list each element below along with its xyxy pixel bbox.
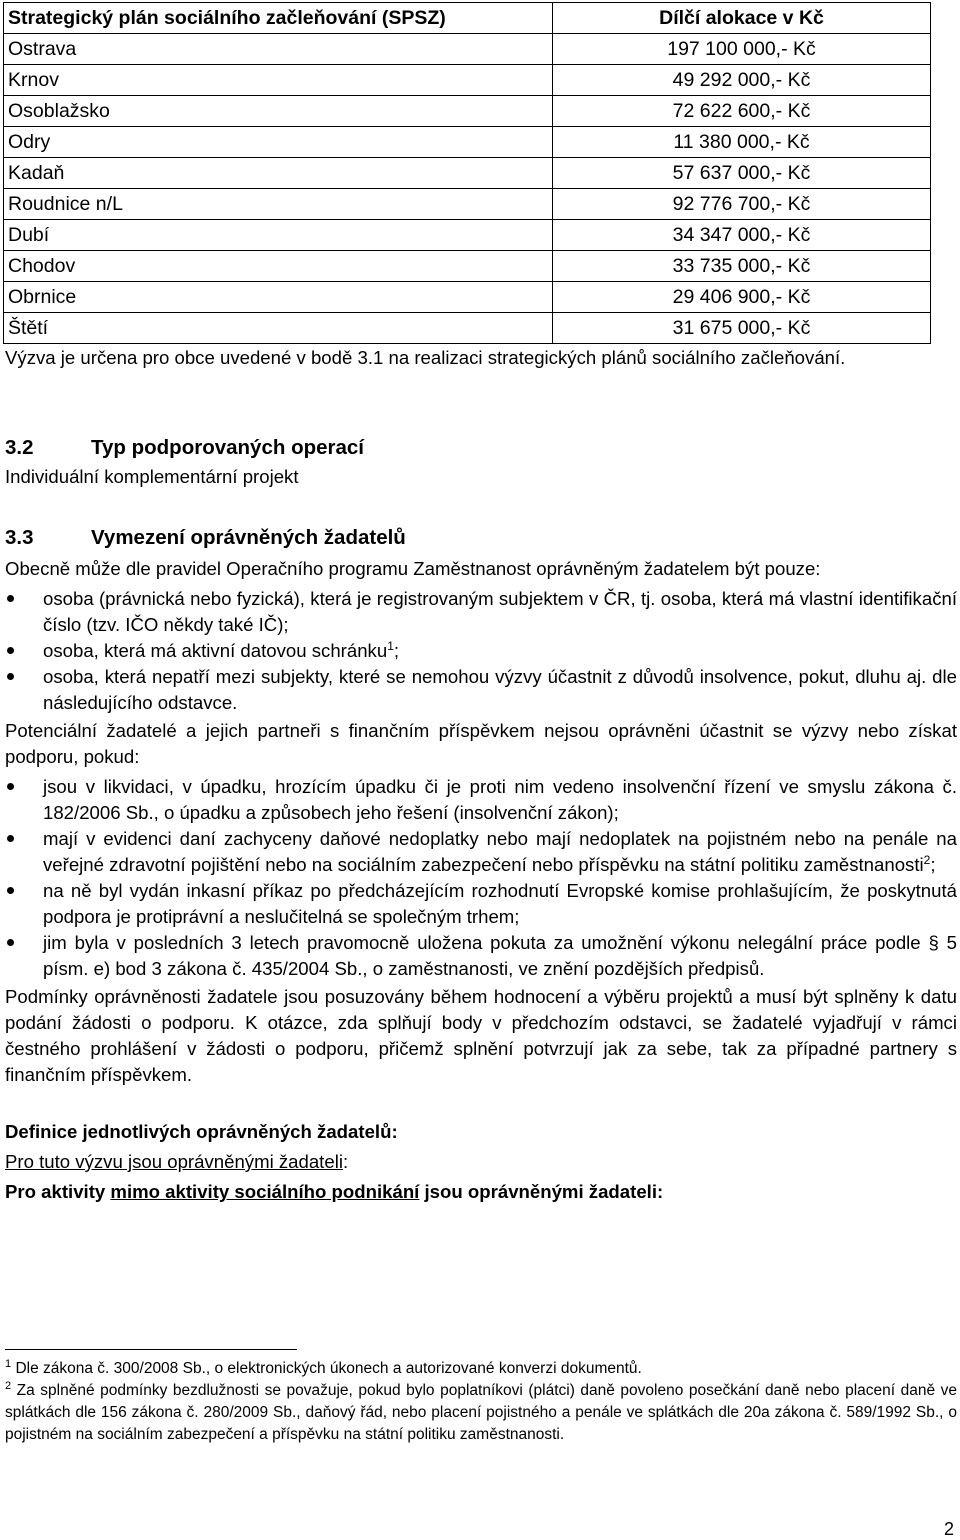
section-title: Vymezení oprávněných žadatelů [91,526,406,549]
list-item-text: osoba, která má aktivní datovou schránku [43,640,388,661]
table-row [4,158,931,189]
table-row [4,220,931,251]
header-spsz: Strategický plán sociálního začleňování (SPSZ) [4,3,553,34]
table-row [4,34,931,65]
table-row [4,313,931,344]
bullet-icon [7,595,14,602]
row-amount: 49 292 000,- Kč [553,65,931,96]
bullet-icon [7,939,14,946]
activities-line-underlined: mimo aktivity sociálního podnikání [110,1181,420,1202]
row-amount: 11 380 000,- Kč [553,127,931,158]
row-name: Obrnice [4,282,553,313]
section-number: 3.2 [5,436,34,459]
definitions-heading: Definice jednotlivých oprávněných žadatelů: [5,1121,398,1142]
list-item [5,586,957,638]
section-3-2-heading [5,434,957,462]
footnote-mark: 2 [5,1379,12,1392]
row-name: Ostrava [4,34,553,65]
list-item [5,774,957,826]
header-allocation: Dílčí alokace v Kč [553,3,931,34]
activities-line-after: jsou oprávněnými žadateli: [419,1181,664,1202]
row-amount: 197 100 000,- Kč [553,34,931,65]
section-number: 3.3 [5,526,34,549]
row-name: Dubí [4,220,553,251]
row-name: Roudnice n/L [4,189,553,220]
table-row [4,127,931,158]
footnote-text: Dle zákona č. 300/2008 Sb., o elektronických úkonech a autorizované konverzi dokumentů. [15,1360,642,1377]
bullet-icon [7,673,14,680]
section-3-2 [5,434,957,490]
bullet-icon [7,647,14,654]
allocation-table-header [4,3,931,34]
list-item-text: osoba, která nepatří mezi subjekty, které se nemohou výzvy účastnit z důvodů insolvence, pokut, dluhu aj. dle následujícího odstavce. [43,666,957,713]
list-item [5,826,957,878]
row-name: Kadaň [4,158,553,189]
footnote-text: Za splněné podmínky bezdlužnosti se považuje, pokud bylo poplatníkovi (plátci) daně povoleno posečkání daně nebo placení daně ve splátkách dle 156 zákona č. 280/2009 Sb., daňový řád, nebo placení pojistného a penále ve splátkách dle 20a zákona č. 589/1992 Sb., o pojistném na sociálním zabezpečení a příspěvku na státní politiku zaměstnanosti. [5,1382,957,1443]
section-3-3-heading [5,524,957,552]
eligible-line-text: Pro tuto výzvu jsou oprávněnými žadateli [5,1151,343,1172]
list-item-text: mají v evidenci daní zachyceny daňové nedoplatky nebo mají nedoplatek na pojistném nebo na penále na veřejné zdravotní pojištění nebo na sociálním zabezpečení nebo příspěvku na státní politiku zaměstnanosti [43,828,957,875]
activities-line-before: Pro aktivity [5,1181,111,1202]
list-item [5,878,957,930]
list-item-punct: ; [393,640,400,661]
footnote-2 [5,1380,957,1446]
conditions-paragraph: Podmínky oprávněnosti žadatele jsou posuzovány během hodnocení a výběru projektů a musí být splněny k datu podání žádosti o podporu. K otázce, zda splňují body v předchozím odstavci, se žadatelé vyjadřují v rámci čestného prohlášení v žádosti o podporu, přičemž splnění potvrzují jak za sebe, tak za případné partnery s finančním příspěvkem. [5,986,957,1085]
footnote-divider [5,1349,297,1350]
section-title: Typ podporovaných operací [91,436,364,459]
row-amount: 33 735 000,- Kč [553,251,931,282]
table-row [4,96,931,127]
allocation-table [3,2,931,344]
row-amount: 29 406 900,- Kč [553,282,931,313]
partners-intro: Potenciální žadatelé a jejich partneři s finančním příspěvkem nejsou oprávněni účastnit se výzvy nebo získat podporu, pokud: [5,720,957,767]
eligible-line-colon: : [342,1151,349,1172]
bullet-icon [7,835,14,842]
table-row [4,282,931,313]
section-3-2-text: Individuální komplementární projekt [5,466,299,487]
bullet-icon [7,887,14,894]
bullet-icon [7,783,14,790]
intro-note: Výzva je určena pro obce uvedené v bodě 3.1 na realizaci strategických plánů sociálního začleňování. [5,347,846,368]
row-name: Odry [4,127,553,158]
list-item-punct: ; [930,854,936,875]
list-item [5,930,957,982]
row-amount: 31 675 000,- Kč [553,313,931,344]
eligibility-intro: Obecně může dle pravidel Operačního programu Zaměstnanost oprávněným žadatelem být pouze: [5,558,821,579]
row-amount: 34 347 000,- Kč [553,220,931,251]
footnote-ref: 2 [923,852,931,867]
footnote-ref: 1 [387,638,394,653]
page-number: 2 [943,1519,954,1539]
row-name: Krnov [4,65,553,96]
list-item-text: osoba (právnická nebo fyzická), která je registrovaným subjektem v ČR, tj. osoba, která má vlastní identifikační číslo (tzv. IČO někdy také IČ); [43,588,957,635]
list-item [5,638,957,664]
row-name: Chodov [4,251,553,282]
row-name: Štětí [4,313,553,344]
eligible-line [5,1149,957,1175]
table-row [4,189,931,220]
list-item-text: jsou v likvidaci, v úpadku, hrozícím úpadku či je proti nim vedeno insolvenční řízení ve smyslu zákona č. 182/2006 Sb., o úpadku a způsobech jeho řešení (insolvenční zákon); [43,776,957,823]
row-amount: 57 637 000,- Kč [553,158,931,189]
list-item-text: jim byla v posledních 3 letech pravomocně uložena pokuta za umožnění výkonu nelegální práce podle § 5 písm. e) bod 3 zákona č. 435/2004 Sb., o zaměstnanosti, ve znění pozdějších předpisů. [43,932,957,979]
list-item [5,664,957,716]
row-amount: 92 776 700,- Kč [553,189,931,220]
excluded-list [5,774,957,982]
table-row [4,251,931,282]
footnote-1 [5,1358,957,1380]
row-name: Osoblažsko [4,96,553,127]
table-row [4,65,931,96]
activities-line [5,1179,957,1205]
list-item-text: na ně byl vydán inkasní příkaz po předcházejícím rozhodnutí Evropské komise prohlašujícím, že poskytnutá podpora je protiprávní a neslučitelná se společným trhem; [43,880,957,927]
footnote-mark: 1 [5,1357,12,1370]
eligible-list [5,586,957,716]
row-amount: 72 622 600,- Kč [553,96,931,127]
section-3-3 [5,524,957,1205]
